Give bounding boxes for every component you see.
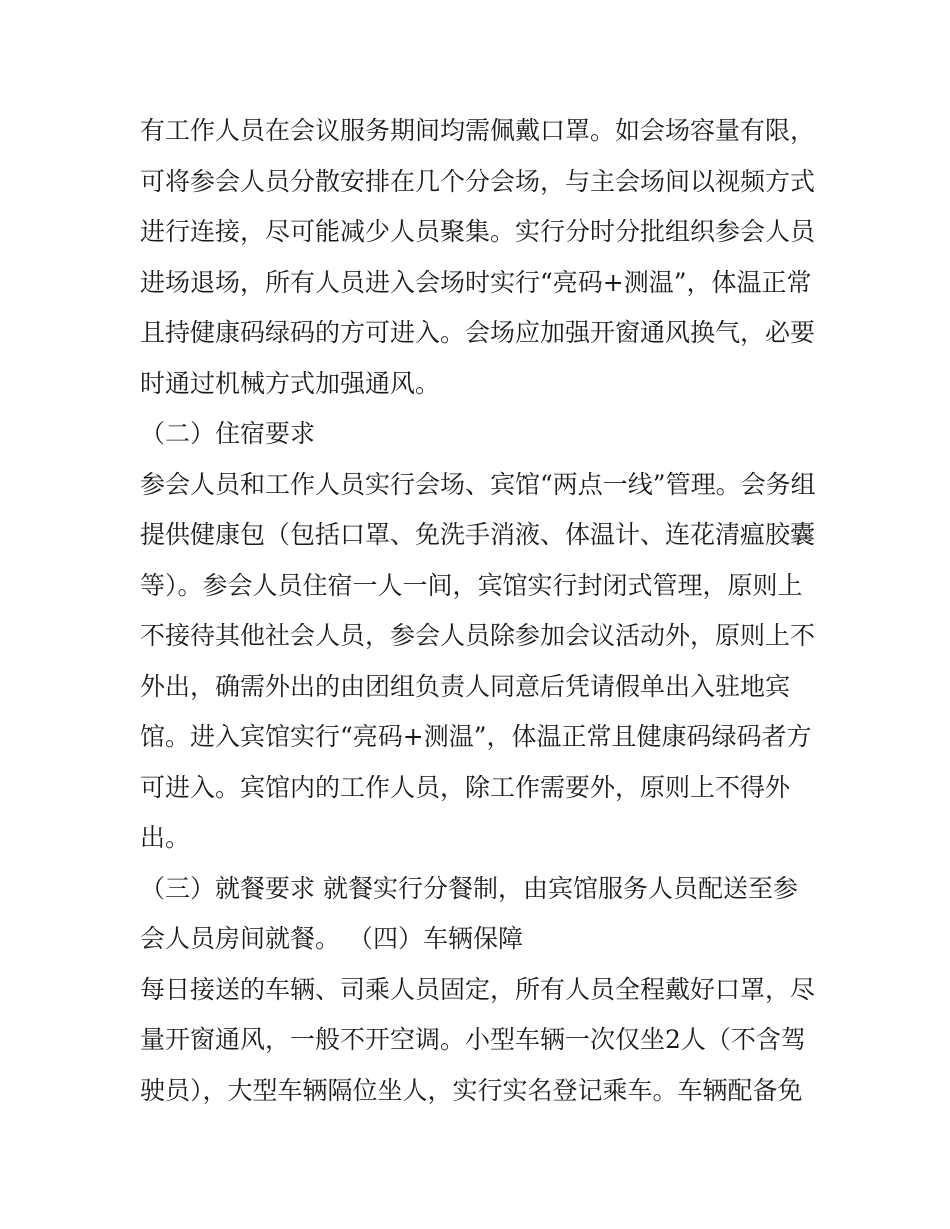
text-line: 驶员），大型车辆隔位坐人，实行实名登记乘车。车辆配备免 (140, 1075, 803, 1105)
text-line: 进行连接，尽可能减少人员聚集。实行分时分批组织参会人员 (140, 217, 816, 246)
text-line: 每日接送的车辆、司乘人员固定，所有人员全程戴好口罩，尽 (140, 974, 816, 1004)
text-line: 进场退场，所有人员进入会场时实行“亮码+测温”，体温正常 (140, 267, 812, 297)
text-line: 等）。参会人员住宿一人一间，宾馆实行封闭式管理，原则上 (140, 570, 803, 600)
text-line: 出。 (140, 823, 191, 852)
text-line: 可将参会人员分散安排在几个分会场，与主会场间以视频方式 (140, 166, 816, 196)
section-heading-accommodation: （二）住宿要求 (140, 419, 316, 448)
text-line: 会人员房间就餐。 （四）车辆保障 (140, 924, 523, 953)
text-line: 可进入。宾馆内的工作人员，除工作需要外，原则上不得外 (140, 772, 791, 802)
text-line: 外出，确需外出的由团组负责人同意后凭请假单出入驻地宾 (140, 671, 791, 701)
text-line: 提供健康包（包括口罩、免洗手消液、体温计、连花清瘟胶囊 (140, 520, 816, 549)
text-line: 时通过机械方式加强通风。 (140, 368, 441, 398)
text-line: 且持健康码绿码的方可进入。会场应加强开窗通风换气，必要 (140, 318, 816, 347)
text-line: 有工作人员在会议服务期间均需佩戴口罩。如会场容量有限， (140, 116, 816, 145)
document-body (140, 106, 820, 1116)
text-line: 量开窗通风，一般不开空调。小型车辆一次仅坐2人（不含驾 (140, 1025, 806, 1054)
section-heading-dining: （三）就餐要求 就餐实行分餐制，由宾馆服务人员配送至参 (140, 873, 798, 903)
text-line: 不接待其他社会人员，参会人员除参加会议活动外，原则上不 (140, 621, 816, 650)
text-line: 馆。进入宾馆实行“亮码+测温”，体温正常且健康码绿码者方 (140, 722, 812, 751)
text-line: 参会人员和工作人员实行会场、宾馆“两点一线”管理。会务组 (140, 469, 816, 499)
